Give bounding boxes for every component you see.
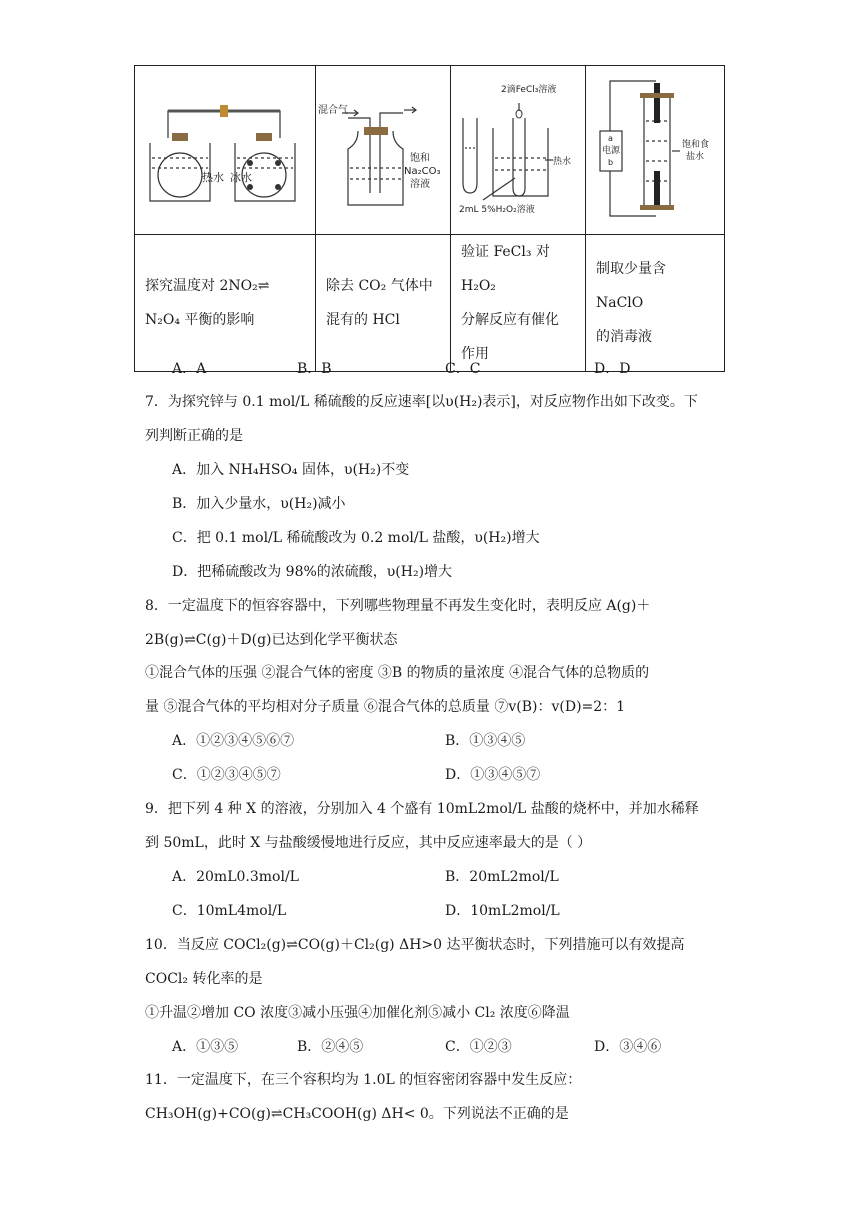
q6-option-c: C．C	[445, 361, 481, 377]
caption-b: 除去 CO₂ 气体中 混有的 HCl	[316, 235, 451, 372]
q7-option-d: D．把稀硫酸改为 98%的浓硫酸，υ(H₂)增大	[172, 564, 453, 580]
q10-option-d: D．③④⑥	[594, 1039, 662, 1055]
q11-stem-1: 11．一定温度下，在三个容积均为 1.0L 的恒容密闭容器中发生反应：	[145, 1072, 582, 1088]
apparatus-a-diagram	[140, 83, 310, 213]
q7-stem-2: 列判断正确的是	[145, 428, 243, 444]
experiment-table	[134, 65, 725, 372]
label-h2o2: 2mL 5%H₂O₂溶液	[459, 205, 535, 215]
q10-stem-1: 10．当反应 COCl₂(g)⇌CO(g)＋Cl₂(g) ΔH>0 达平衡状态时，下列措施可以有效提高	[145, 937, 685, 953]
q8-option-a: A．①②③④⑤⑥⑦	[172, 733, 295, 749]
q6-option-d: D．D	[594, 361, 631, 377]
label-na2co3: Na₂CO₃	[404, 166, 441, 177]
q8-stem-2: 2B(g)⇌C(g)＋D(g)已达到化学平衡状态	[145, 632, 398, 648]
q8-option-d: D．①③④⑤⑦	[445, 767, 541, 783]
apparatus-c-cell	[451, 66, 586, 235]
q7-stem-1: 7．为探究锌与 0.1 mol/L 稀硫酸的反应速率[以υ(H₂)表示]，对反应物作出如下改变。下	[145, 394, 698, 410]
q8-option-c: C．①②③④⑤⑦	[172, 767, 281, 783]
q8-items-2: 量 ⑤混合气体的平均相对分子质量 ⑥混合气体的总质量 ⑦v(B)：v(D)=2：1	[145, 699, 626, 715]
q8-stem-1: 8．一定温度下的恒容容器中，下列哪些物理量不再发生变化时，表明反应 A(g)＋	[145, 598, 651, 614]
apparatus-d-diagram	[588, 71, 722, 226]
label-ice-water: 冰水	[230, 171, 252, 184]
q9-stem-1: 9．把下列 4 种 X 的溶液，分别加入 4 个盛有 10mL2mol/L 盐酸的烧杯中，并加水稀释	[145, 801, 699, 817]
apparatus-d-cell	[586, 66, 725, 235]
q8-items-1: ①混合气体的压强 ②混合气体的密度 ③B 的物质的量浓度 ④混合气体的总物质的	[145, 665, 650, 681]
q10-option-a: A．①③⑤	[172, 1039, 239, 1055]
q11-stem-2: CH₃OH(g)+CO(g)⇌CH₃COOH(g) ΔH< 0。下列说法不正确的是	[145, 1106, 569, 1122]
q10-option-c: C．①②③	[445, 1039, 512, 1055]
label-solution: 溶液	[410, 179, 430, 190]
label-a: a	[608, 133, 613, 143]
q7-option-a: A．加入 NH₄HSO₄ 固体，υ(H₂)不变	[172, 462, 410, 478]
apparatus-b-cell	[316, 66, 451, 235]
q8-option-b: B．①③④⑤	[445, 733, 526, 749]
label-power: 电源	[602, 145, 621, 156]
label-fecl3-drops: 2滴FeCl₃溶液	[501, 85, 557, 95]
q9-option-d: D．10mL2mol/L	[445, 903, 560, 919]
apparatus-b-diagram	[318, 83, 448, 213]
label-b: b	[608, 157, 614, 167]
label-saturated: 饱和	[410, 153, 430, 164]
label-brine-2: 盐水	[686, 151, 705, 162]
apparatus-c-diagram	[453, 78, 583, 218]
apparatus-a-cell	[135, 66, 316, 235]
label-hot-water-c: 热水	[553, 157, 572, 167]
q6-option-b: B．B	[297, 361, 332, 377]
q9-option-c: C．10mL4mol/L	[172, 903, 287, 919]
q6-option-a: A．A	[172, 361, 207, 377]
label-brine-1: 饱和食	[682, 139, 710, 150]
label-hot-water: 热水	[202, 171, 224, 184]
q7-option-b: B．加入少量水，υ(H₂)减小	[172, 496, 346, 512]
label-mixed-gas: 混合气	[318, 105, 348, 116]
q9-stem-2: 到 50mL，此时 X 与盐酸缓慢地进行反应，其中反应速率最大的是（ ）	[145, 835, 592, 851]
caption-d: 制取少量含 NaClO 的消毒液	[586, 235, 725, 372]
q10-items: ①升温②增加 CO 浓度③减小压强④加催化剂⑤减小 Cl₂ 浓度⑥降温	[145, 1005, 570, 1021]
caption-c: 验证 FeCl₃ 对 H₂O₂ 分解反应有催化 作用	[451, 235, 586, 372]
q10-stem-2: COCl₂ 转化率的是	[145, 971, 263, 987]
q9-option-a: A．20mL0.3mol/L	[172, 869, 299, 885]
caption-a: 探究温度对 2NO₂⇌ N₂O₄ 平衡的影响	[135, 235, 316, 372]
q7-option-c: C．把 0.1 mol/L 稀硫酸改为 0.2 mol/L 盐酸，υ(H₂)增大	[172, 530, 540, 546]
q9-option-b: B．20mL2mol/L	[445, 869, 559, 885]
q10-option-b: B．②④⑤	[297, 1039, 364, 1055]
